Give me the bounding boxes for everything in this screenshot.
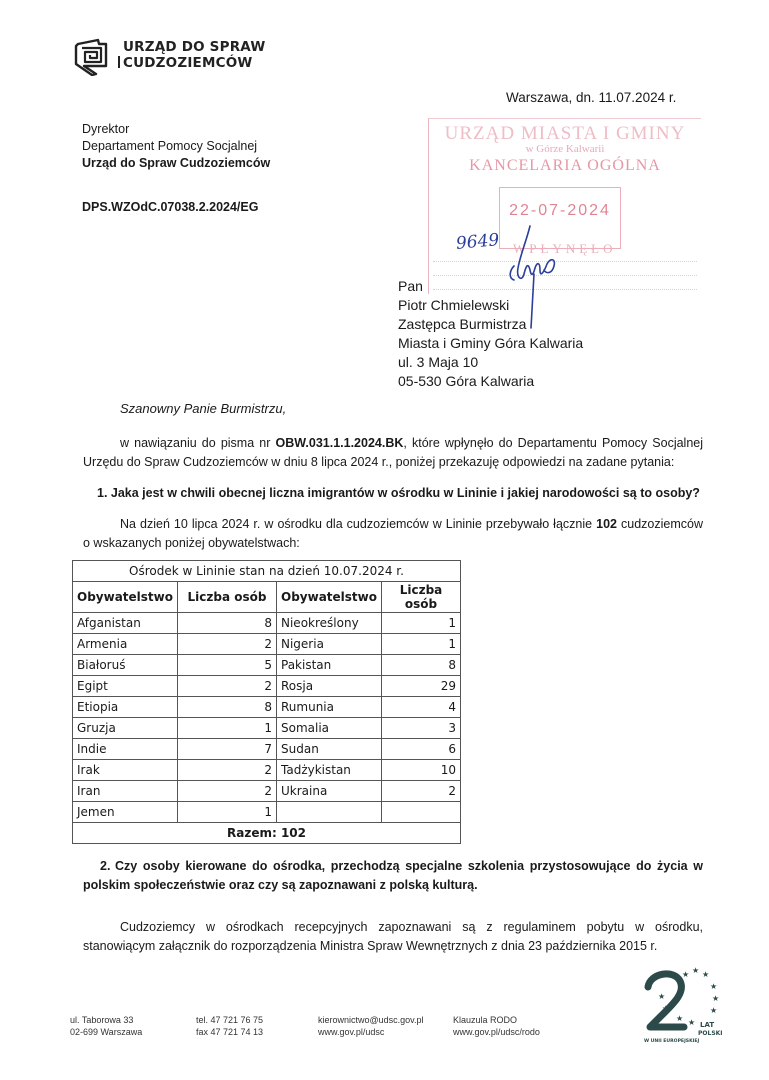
- svg-text:★: ★: [702, 970, 710, 979]
- sender-office: Urząd do Spraw Cudzoziemców: [82, 156, 271, 170]
- handwritten-number: 9649: [455, 230, 501, 254]
- table-row: Armenia 2 Nigeria 1: [73, 634, 461, 655]
- logo-text: [118, 39, 265, 71]
- recipient-line: Pan: [398, 278, 423, 294]
- stamp-line2: w Górze Kalwarii: [525, 143, 605, 155]
- stamp-date: 22-07-2024: [509, 202, 611, 219]
- svg-text:★: ★: [710, 1006, 718, 1015]
- question-2: 2. Czy osoby kierowane do ośrodka, przechodzą specjalne szkolenia przystosowujące do życia w polskim społeczeństwie oraz czy są zapoznawani z polską kulturą.: [83, 859, 703, 892]
- footer-contact: [318, 1014, 424, 1038]
- svg-text:LAT: LAT: [700, 1021, 715, 1029]
- table-row: Afganistan 8 Nieokreślony 1: [73, 613, 461, 634]
- recipient-block: [398, 277, 583, 391]
- svg-text:★: ★: [662, 1004, 670, 1013]
- udsc-logo: [72, 34, 265, 76]
- sender-department: Departament Pomocy Socjalnej: [82, 139, 258, 153]
- nationality-table: [72, 560, 461, 844]
- stamp-received-label: WPŁYNĘŁO: [513, 241, 617, 256]
- svg-text:★: ★: [676, 1014, 684, 1023]
- stamp-line1: URZĄD MIASTA I GMINY: [444, 123, 686, 144]
- table-header-row: [73, 582, 461, 613]
- sender-block: [82, 121, 270, 172]
- footer-rodo: Klauzula RODO www.gov.pl/udsc/rodo: [453, 1015, 540, 1037]
- svg-text:★: ★: [658, 992, 666, 1001]
- svg-text:W UNII EUROPEJSKIEJ: W UNII EUROPEJSKIEJ: [644, 1039, 700, 1044]
- answer-2: Cudzoziemcy w ośrodkach recepcyjnych zapoznawani są z regulaminem pobytu w ośrodku, stanowiącym załącznik do rozporządzenia Ministra Spraw Wewnętrznych z dnia 23 października 2015 r.: [83, 920, 703, 953]
- place-date: Warszawa, dn. 11.07.2024 r.: [506, 90, 677, 105]
- recipient-name: Piotr Chmielewski: [398, 297, 510, 313]
- total-count: 102: [596, 517, 617, 531]
- table-row: Iran 2 Ukraina 2: [73, 781, 461, 802]
- recipient-street: ul. 3 Maja 10: [398, 354, 479, 370]
- footer-web-link[interactable]: www.gov.pl/udsc: [318, 1027, 385, 1037]
- stamp-line3: KANCELARIA OGÓLNA: [469, 157, 661, 174]
- footer-rodo-link[interactable]: www.gov.pl/udsc/rodo: [453, 1027, 540, 1037]
- table-row: Gruzja 1 Somalia 3: [73, 718, 461, 739]
- question-1: 1. Jaka jest w chwili obecnej liczna imigrantów w ośrodku w Lininie i jakiej narodowości są to osoby?: [97, 486, 700, 500]
- table-total-row: [73, 823, 461, 844]
- footer-address: ul. Taborowa 33 02-699 Warszawa: [70, 1015, 143, 1037]
- logo-line2: CUDZOZIEMCÓW: [118, 55, 265, 71]
- table-row: Białoruś 5 Pakistan 8: [73, 655, 461, 676]
- svg-text:★: ★: [712, 994, 720, 1003]
- recipient-city: 05-530 Góra Kalwaria: [398, 373, 535, 389]
- recipient-position: Zastępca Burmistrza: [398, 316, 527, 332]
- table-total: Razem: 102: [73, 823, 461, 844]
- 20-lat-polski-w-ue-badge-icon: [640, 965, 730, 1045]
- table-row: Jemen 1: [73, 802, 461, 823]
- column-header: Liczba osób: [178, 582, 277, 613]
- logo-line1: URZĄD DO SPRAW: [123, 39, 266, 55]
- footer-phone: tel. 47 721 76 75 fax 47 721 74 13: [196, 1015, 264, 1037]
- intro-paragraph: w nawiązaniu do pisma nr OBW.031.1.1.2024.BK, które wpłynęło do Departamentu Pomocy Socjalnej Urzędu do Spraw Cudzoziemców w dniu 8 lipca 2024 r., poniżej przekazuję odpowiedzi na zadane pytania:: [83, 436, 704, 469]
- recipient-office: Miasta i Gminy Góra Kalwaria: [398, 335, 584, 351]
- table-row: Egipt 2 Rosja 29: [73, 676, 461, 697]
- reference-number: DPS.WZOdC.07038.2.2024/EG: [82, 200, 259, 214]
- letter-reference: OBW.031.1.1.2024.BK: [275, 436, 404, 450]
- column-header: Obywatelstwo: [277, 582, 382, 613]
- sender-title: Dyrektor: [82, 122, 130, 136]
- table-row: Irak 2 Tadżykistan 10: [73, 760, 461, 781]
- salutation: Szanowny Panie Burmistrzu,: [120, 401, 287, 416]
- column-header: Obywatelstwo: [73, 582, 178, 613]
- column-header: Liczba osób: [382, 582, 461, 613]
- svg-text:POLSKI: POLSKI: [698, 1030, 723, 1037]
- svg-text:★: ★: [682, 970, 690, 979]
- table-row: Indie 7 Sudan 6: [73, 739, 461, 760]
- footer-email-link[interactable]: kierownictwo@udsc.gov.pl: [318, 1015, 424, 1025]
- answer-1: Na dzień 10 lipca 2024 r. w ośrodku dla cudzoziemców w Lininie przebywało łącznie 102 cudzoziemców o wskazanych poniżej obywatelstwach:: [83, 517, 703, 550]
- svg-text:★: ★: [692, 966, 700, 975]
- svg-text:★: ★: [710, 982, 718, 991]
- udsc-spiral-logo-icon: [72, 34, 112, 76]
- table-caption: Ośrodek w Lininie stan na dzień 10.07.2024 r.: [73, 561, 461, 582]
- table-row: Etiopia 8 Rumunia 4: [73, 697, 461, 718]
- svg-text:★: ★: [688, 1018, 696, 1027]
